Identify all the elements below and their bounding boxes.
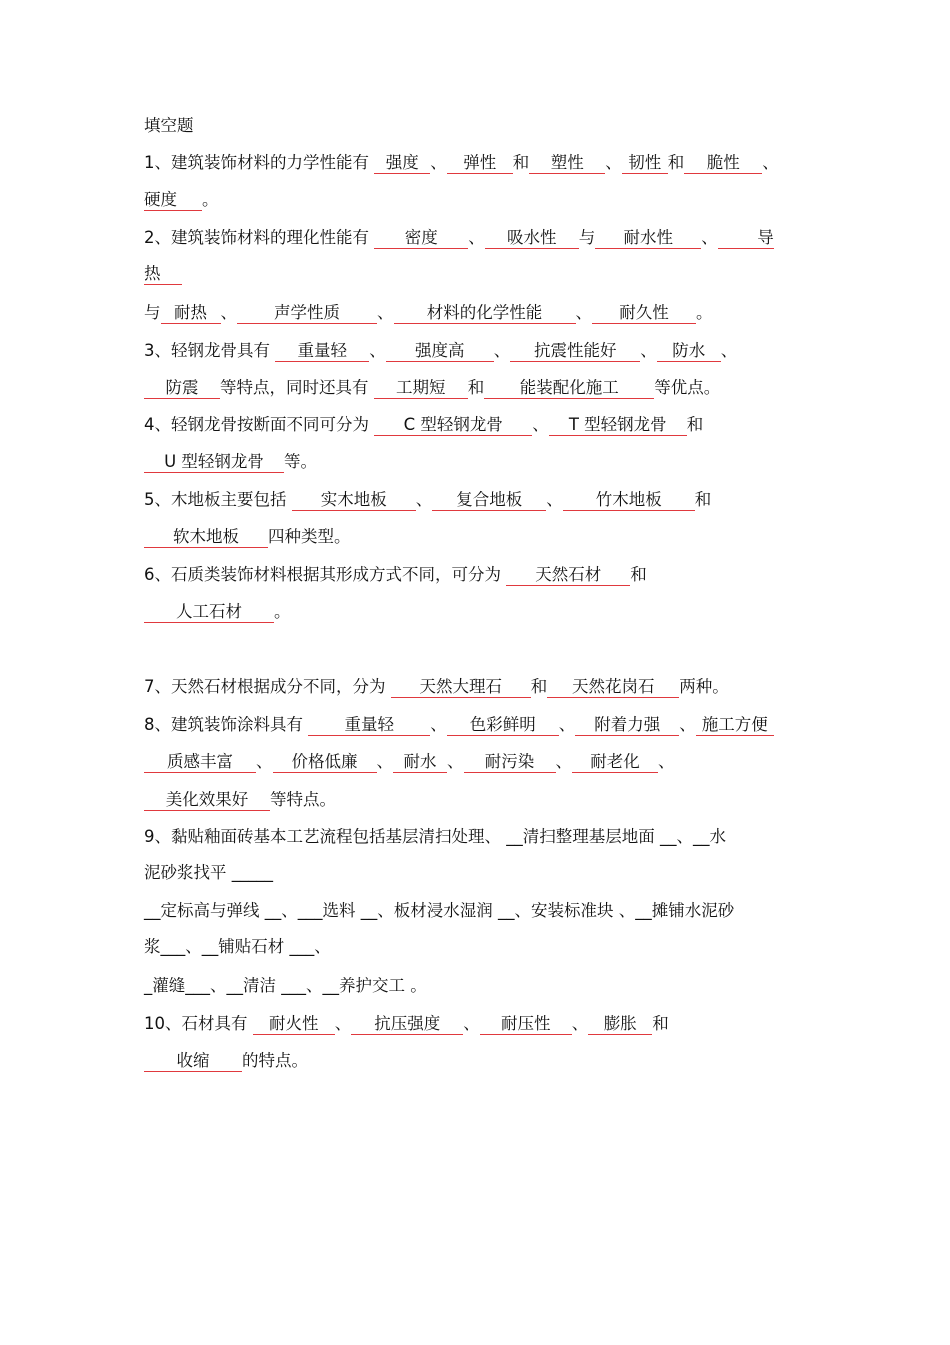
answer-blank: T 型轻钢龙骨	[549, 415, 687, 436]
answer-blank: 导	[718, 228, 774, 249]
question-text: 、	[605, 153, 622, 172]
question-text: 7、天然石材根据成分不同，分为	[144, 677, 391, 696]
question-text: 和	[652, 1014, 669, 1033]
question-text: 、	[555, 752, 572, 771]
question-text: 、	[463, 1014, 480, 1033]
question-text: 泥砂浆找平	[144, 863, 232, 882]
question-line	[144, 340, 737, 362]
question-text: 等特点，同时还具有	[220, 378, 374, 397]
question-text: 、	[575, 303, 592, 322]
answer-blank: 色彩鲜明	[447, 715, 559, 736]
question-text: 、	[281, 901, 298, 920]
question-line	[144, 789, 336, 811]
question-line	[144, 302, 713, 324]
question-text: 6、石质类装饰材料根据其形成方式不同，可分为	[144, 565, 507, 584]
answer-blank: 耐热	[161, 303, 221, 324]
question9-line	[144, 900, 734, 922]
underscore-blank: _灌缝___	[144, 976, 210, 995]
underscore-blank: __	[498, 901, 515, 920]
answer-blank: 附着力强	[575, 715, 679, 736]
question-text: 、	[468, 228, 485, 247]
question-text: 、	[334, 1014, 352, 1033]
question-line	[144, 227, 774, 249]
answer-blank: 耐压性	[480, 1014, 572, 1035]
underscore-blank: __养护交工	[322, 976, 405, 995]
underscore-blank: __摊铺水泥砂	[635, 901, 735, 920]
answer-blank: 耐老化	[572, 752, 658, 773]
question-text: 、	[658, 752, 675, 771]
question-line	[144, 115, 194, 137]
answer-blank: 强度	[374, 153, 430, 174]
question-line	[144, 263, 182, 285]
question-text: 3、轻钢龙骨具有	[144, 341, 276, 360]
answer-blank: 抗压强度	[351, 1014, 463, 1035]
question-text: 、板材浸水湿润	[377, 901, 498, 920]
question-text: 、	[430, 715, 447, 734]
question-text: 1、建筑装饰材料的力学性能有	[144, 153, 375, 172]
answer-blank: 脆性	[684, 153, 762, 174]
underscore-blank: ___选料 __	[297, 901, 378, 920]
answer-blank: 耐久性	[592, 303, 696, 324]
question-text: 10、石材具有	[144, 1014, 253, 1033]
answer-blank: 人工石材	[144, 602, 274, 623]
question-line	[144, 564, 647, 586]
answer-blank: 膨胀	[588, 1014, 652, 1035]
question-text: 、	[676, 827, 693, 846]
question-text: 等优点。	[654, 378, 721, 397]
answer-blank: 吸水性	[485, 228, 579, 249]
question-text: 和	[467, 378, 485, 397]
question-text: 与	[578, 228, 596, 247]
answer-blank: 收缩	[144, 1051, 242, 1072]
question-text: 等。	[284, 452, 317, 471]
question-text: 、	[314, 937, 331, 956]
question-text: 、安装标准块 、	[514, 901, 636, 920]
answer-blank: 密度	[374, 228, 468, 249]
answer-blank: 弹性	[447, 153, 513, 174]
answer-blank: 质感丰富	[144, 752, 256, 773]
question10-line	[144, 1050, 308, 1072]
question-text: 、	[210, 976, 227, 995]
question-text: 、	[377, 303, 394, 322]
question-line	[144, 714, 774, 736]
answer-blank: 天然大理石	[391, 677, 531, 698]
answer-blank: U 型轻钢龙骨	[144, 452, 284, 473]
question-text: 。	[274, 602, 291, 621]
question-text: 和	[694, 490, 712, 509]
question-text: 与	[144, 303, 161, 322]
underscore-blank: __清洁 ___	[226, 976, 306, 995]
answer-blank: 工期短	[374, 378, 468, 399]
answer-blank: 天然花岗石	[547, 677, 679, 698]
question-text: 、	[640, 341, 657, 360]
question-line	[144, 451, 317, 473]
underscore-blank: _____	[231, 863, 273, 882]
question9-line	[144, 936, 331, 958]
question-text: 。	[405, 976, 427, 995]
question9-line	[144, 862, 273, 884]
question-line	[144, 751, 675, 773]
question-text: 、	[546, 490, 563, 509]
answer-blank: 耐水性	[595, 228, 701, 249]
answer-blank: 耐水	[393, 752, 447, 773]
answer-blank: 防震	[144, 378, 220, 399]
answer-blank: 天然石材	[506, 565, 630, 586]
answer-blank: 热	[144, 264, 182, 285]
underscore-blank: __水	[693, 827, 726, 846]
question-text: 四种类型。	[268, 527, 351, 546]
question-text: 、	[679, 715, 696, 734]
question-text: 、	[185, 937, 202, 956]
question-text: 、	[376, 752, 393, 771]
question-line	[144, 601, 291, 623]
underscore-blank: __清扫整理基层地面 __	[506, 827, 677, 846]
question-text: 、	[762, 153, 779, 172]
question-text: 、	[256, 752, 273, 771]
answer-blank: 施工方便	[696, 715, 774, 736]
question-text: 等特点。	[270, 790, 336, 809]
question-text: 填空题	[144, 116, 194, 135]
answer-blank: 复合地板	[432, 490, 546, 511]
answer-blank: 塑性	[529, 153, 605, 174]
question-text: 4、轻钢龙骨按断面不同可分为	[144, 415, 375, 434]
question-text: 。	[202, 190, 219, 209]
answer-blank: 声学性质	[237, 303, 377, 324]
underscore-blank: 浆___	[144, 937, 186, 956]
question-text: 、	[430, 153, 447, 172]
answer-blank: 价格低廉	[273, 752, 377, 773]
answer-blank: 材料的化学性能	[394, 303, 576, 324]
question-line	[144, 414, 703, 436]
question-text: 2、建筑装饰材料的理化性能有	[144, 228, 375, 247]
question-text: 和	[686, 415, 704, 434]
question-text: 、	[220, 303, 237, 322]
answer-blank: 软木地板	[144, 527, 268, 548]
question-line	[144, 189, 219, 211]
question-text: 9、黏贴釉面砖基本工艺流程包括基层清扫处理、	[144, 827, 507, 846]
question-text: 、	[306, 976, 323, 995]
answer-blank: C 型轻钢龙骨	[374, 415, 532, 436]
question-text: 5、木地板主要包括	[144, 490, 292, 509]
question-text: 、	[369, 341, 386, 360]
question-text: 、	[493, 341, 511, 360]
underscore-blank: __定标高与弹线 __	[144, 901, 282, 920]
question9-line	[144, 826, 726, 848]
answer-blank: 强度高	[386, 341, 494, 362]
question-text: 和	[530, 677, 548, 696]
answer-blank: 硬度	[144, 190, 202, 211]
question-text: 、	[720, 341, 738, 360]
question-text: 和	[667, 153, 685, 172]
question-text: 的特点。	[242, 1051, 308, 1070]
answer-blank: 抗震性能好	[510, 341, 640, 362]
question-text: 、	[532, 415, 549, 434]
question10-line	[144, 1013, 669, 1035]
answer-blank: 实木地板	[292, 490, 416, 511]
question-text: 两种。	[679, 677, 729, 696]
question9-line	[144, 975, 427, 997]
question-line	[144, 377, 720, 399]
answer-blank: 竹木地板	[563, 490, 695, 511]
question-text: 、	[701, 228, 718, 247]
answer-blank: 重量轻	[308, 715, 430, 736]
question-text: 和	[630, 565, 647, 584]
question-text: 、	[447, 752, 464, 771]
question-line	[144, 152, 779, 174]
answer-blank: 韧性	[622, 153, 668, 174]
answer-blank: 耐污染	[464, 752, 556, 773]
question-line	[144, 526, 351, 548]
question-text: 8、建筑装饰涂料具有	[144, 715, 309, 734]
underscore-blank: __铺贴石材 ___	[201, 937, 315, 956]
answer-blank: 防水	[657, 341, 721, 362]
question-text: 。	[696, 303, 713, 322]
question-line	[144, 676, 729, 698]
question-text: 、	[571, 1014, 589, 1033]
question-text: 、	[558, 715, 576, 734]
question-text: 、	[415, 490, 433, 509]
answer-blank: 重量轻	[275, 341, 369, 362]
question-line	[144, 489, 711, 511]
answer-blank: 能装配化施工	[484, 378, 654, 399]
answer-blank: 耐火性	[253, 1014, 335, 1035]
question-text: 和	[512, 153, 530, 172]
answer-blank: 美化效果好	[144, 790, 270, 811]
